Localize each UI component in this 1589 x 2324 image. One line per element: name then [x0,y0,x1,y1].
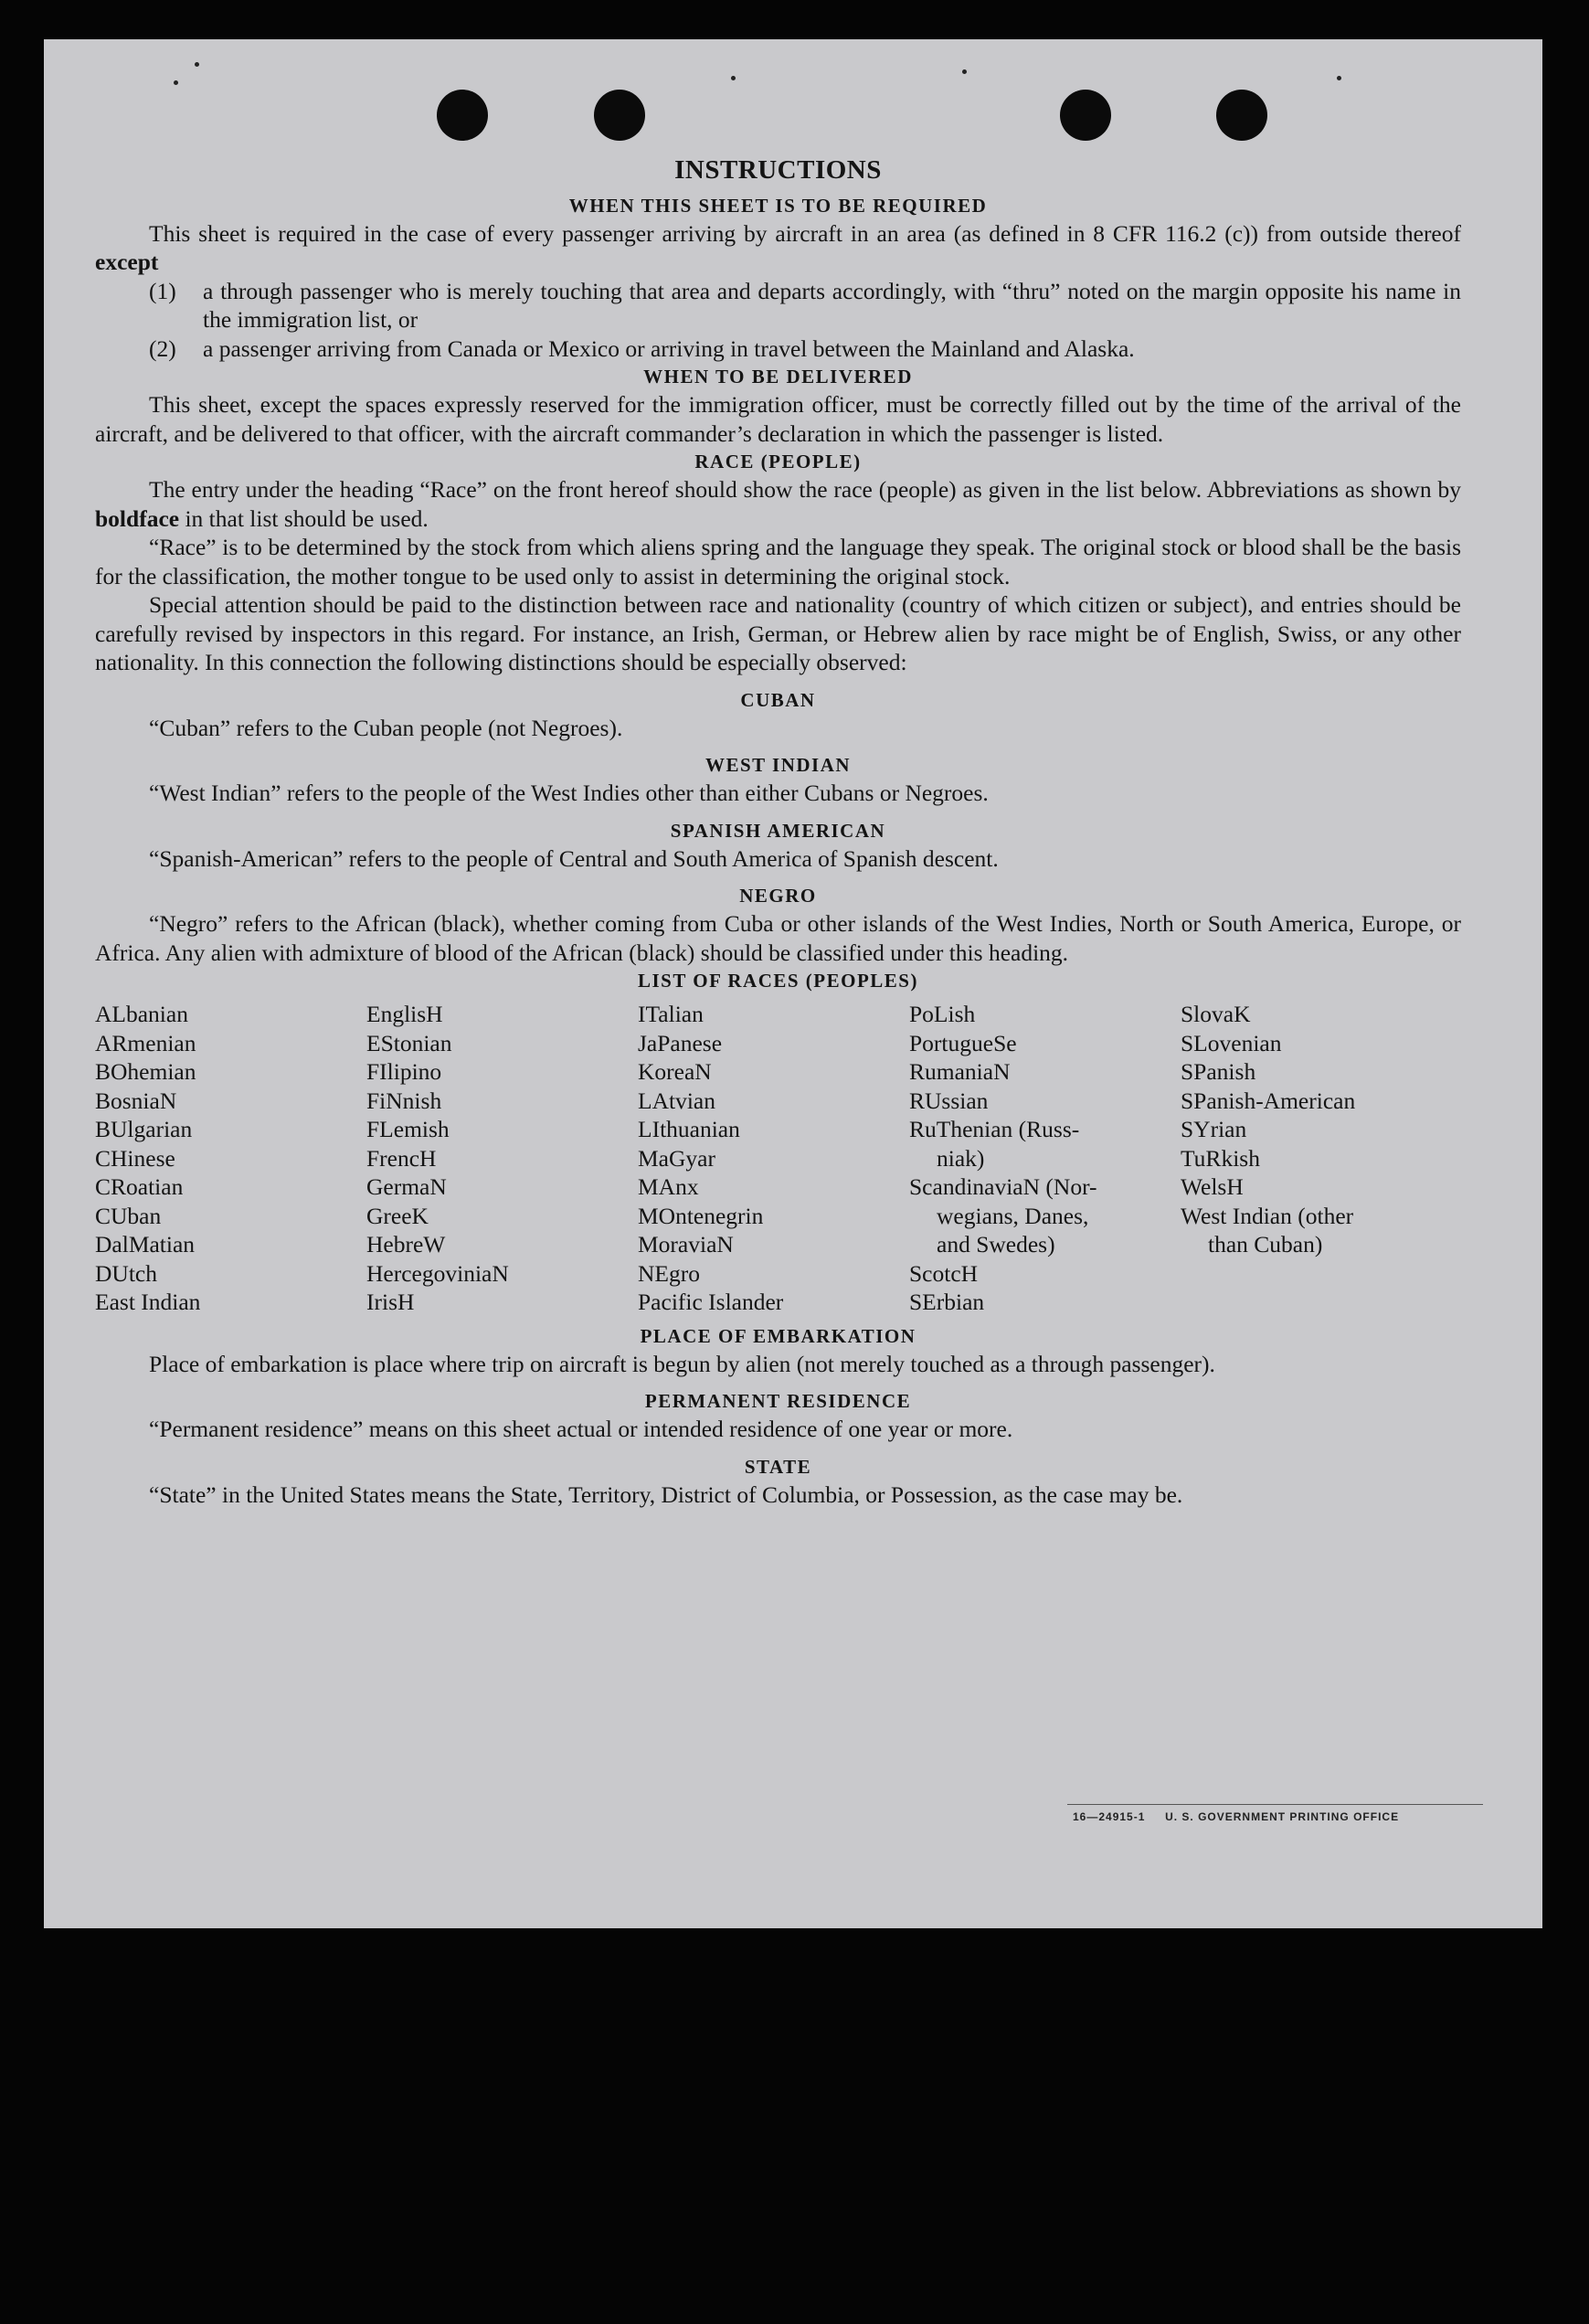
punch-hole [594,90,645,141]
race-entry: EnglisH [366,1001,443,1027]
instructions-content [95,156,1461,1509]
race-entry: niak) [937,1144,985,1172]
printer-imprint [1073,1810,1399,1823]
page-title: INSTRUCTIONS [674,155,882,185]
races-column [638,1000,909,1317]
race-entry: PortugueSe [909,1029,1017,1056]
race-entry: PoLish [909,1001,976,1027]
punch-hole [437,90,488,141]
race-entry: wegians, Danes, [937,1202,1089,1229]
race-entry: EStonian [366,1029,452,1056]
race-entry: RUssian [909,1087,989,1114]
race-entry: West Indian (other [1181,1202,1354,1229]
punch-hole [1060,90,1111,141]
race-entry: MaGyar [638,1144,715,1172]
race-entry: SYrian [1181,1116,1247,1142]
section-text: “West Indian” refers to the people of the West Indies other than either Cubans or Negroes. [149,780,989,806]
race-entry: KoreaN [638,1058,712,1085]
race-entry: HercegoviniaN [366,1259,509,1287]
race-entry: LIthuanian [638,1116,740,1142]
dust-speck [962,69,967,74]
race-entry: LAtvian [638,1087,715,1114]
race-entry: HebreW [366,1231,446,1258]
race-entry: SErbian [909,1289,985,1315]
race-entry: than Cuban) [1208,1231,1323,1258]
dust-speck [1337,76,1341,80]
section-heading-west-indian: WEST INDIAN [704,754,852,776]
section-heading-delivered: WHEN TO BE DELIVERED [643,366,913,387]
section-heading-embarkation: PLACE OF EMBARKATION [640,1324,916,1347]
race-entry: FIlipino [366,1058,442,1085]
form-number: 16—24915-1 [1073,1810,1146,1823]
printer-name: U. S. GOVERNMENT PRINTING OFFICE [1165,1810,1400,1823]
dust-speck [731,76,736,80]
section-text: “State” in the United States means the State, Territory, District of Columbia, or Possession, as the case may be. [149,1480,1183,1508]
section-text: “Race” is to be determined by the stock from which aliens spring and the language they speak. The original stock or blood shall be the basis for the classification, the mother tongue to be used only to assist in determining the original stock. [95,534,1461,589]
race-entry: CHinese [95,1144,175,1172]
section-text: The entry under the heading “Race” on the front hereof should show the race (people) as given in the list below. Abbreviations as shown by boldface in that list should be used. [95,476,1461,532]
section-heading-negro: NEGRO [739,885,817,907]
race-entry: BOhemian [95,1058,196,1085]
race-entry: FiNnish [366,1087,442,1114]
section-heading-list-of-races: LIST OF RACES (PEOPLES) [638,970,918,992]
race-entry: ScandinaviaN (Nor- [909,1173,1097,1200]
race-entry: FLemish [366,1116,450,1142]
race-entry: TuRkish [1181,1144,1260,1172]
race-entry: Pacific Islander [638,1289,784,1315]
section-heading-spanish-american: SPANISH AMERICAN [670,819,886,842]
races-column [366,1000,638,1317]
document-sheet [44,39,1542,1928]
race-entry: GreeK [366,1202,429,1229]
section-text: This sheet, except the spaces expressly reserved for the immigration officer, must be correctly filled out by the time of the arrival of the aircraft, and be delivered to that officer, with the aircraft commander’s declaration in which the passenger is listed. [95,391,1461,447]
section-heading-state: STATE [744,1455,812,1478]
section-heading-cuban: CUBAN [740,688,816,711]
list-item: (2) a passenger arriving from Canada or Mexico or arriving in travel between the Mainland and Alaska. [149,334,1135,362]
section-heading-race: RACE (PEOPLE) [694,451,862,472]
races-column [95,1000,366,1317]
race-entry: CUban [95,1202,162,1229]
section-text: “Permanent residence” means on this sheet actual or intended residence of one year or more. [149,1416,1013,1442]
race-entry: BUlgarian [95,1116,193,1142]
race-entry: BosniaN [95,1087,177,1114]
race-entry: DUtch [95,1259,157,1287]
race-entry: JaPanese [638,1029,723,1056]
section-text: “Negro” refers to the African (black), whether coming from Cuba or other islands of the West Indies, North or South America, Europe, or Africa. Any alien with admixture of blood of the African (black) should be classified under this heading. [95,910,1461,966]
race-entry: SPanish-American [1181,1087,1356,1114]
race-entry: DalMatian [95,1231,196,1258]
section-text: “Cuban” refers to the Cuban people (not Negroes). [149,714,623,741]
race-entry: and Swedes) [937,1231,1055,1258]
race-entry: SLovenian [1181,1029,1282,1056]
race-entry: RumaniaN [909,1058,1011,1085]
section-heading-residence: PERMANENT RESIDENCE [644,1390,912,1412]
races-column [909,1000,1181,1317]
dust-speck [174,80,178,85]
race-entry: SlovaK [1181,1001,1251,1027]
race-entry: RuThenian (Russ- [909,1116,1080,1142]
section-heading-required: WHEN THIS SHEET IS TO BE REQUIRED [568,194,988,217]
race-entry: ARmenian [95,1029,196,1056]
section-text: This sheet is required in the case of every passenger arriving by aircraft in an area (as defined in 8 CFR 116.2 (c)) from outside thereof except [95,219,1461,275]
list-item: (1) a through passenger who is merely touching that area and departs accordingly, with “thru” noted on the margin opposite his name in the immigration list, or [149,277,1461,333]
footer-rule [1067,1804,1483,1805]
race-entry: IrisH [366,1289,415,1315]
race-entry: ScotcH [909,1259,979,1287]
section-text: Special attention should be paid to the distinction between race and nationality (country of which citizen or subject), and entries should be carefully revised by inspectors in this regard. For instance, an Irish, German, or Hebrew alien by race might be of English, Swiss, or any other nationality. In this connection the following distinctions should be especially observed: [95,591,1461,675]
race-entry: SPanish [1181,1058,1256,1085]
race-entry: GermaN [366,1173,447,1200]
race-entry: CRoatian [95,1173,184,1200]
race-entry: NEgro [638,1259,700,1287]
race-entry: FrencH [366,1144,437,1172]
race-entry: MoraviaN [638,1231,734,1258]
race-entry: WelsH [1181,1173,1244,1200]
race-entry: MAnx [638,1173,699,1200]
punch-hole [1216,90,1267,141]
races-list [95,1000,1461,1317]
race-entry: ALbanian [95,1001,188,1027]
race-entry: MOntenegrin [638,1202,764,1229]
race-entry: ITalian [638,1001,704,1027]
section-text: Place of embarkation is place where trip on aircraft is begun by alien (not merely touched as a through passenger). [149,1350,1215,1377]
dust-speck [195,62,199,67]
section-text: “Spanish-American” refers to the people of Central and South America of Spanish descent. [149,844,999,872]
race-entry: East Indian [95,1289,201,1315]
races-column [1181,1000,1452,1317]
